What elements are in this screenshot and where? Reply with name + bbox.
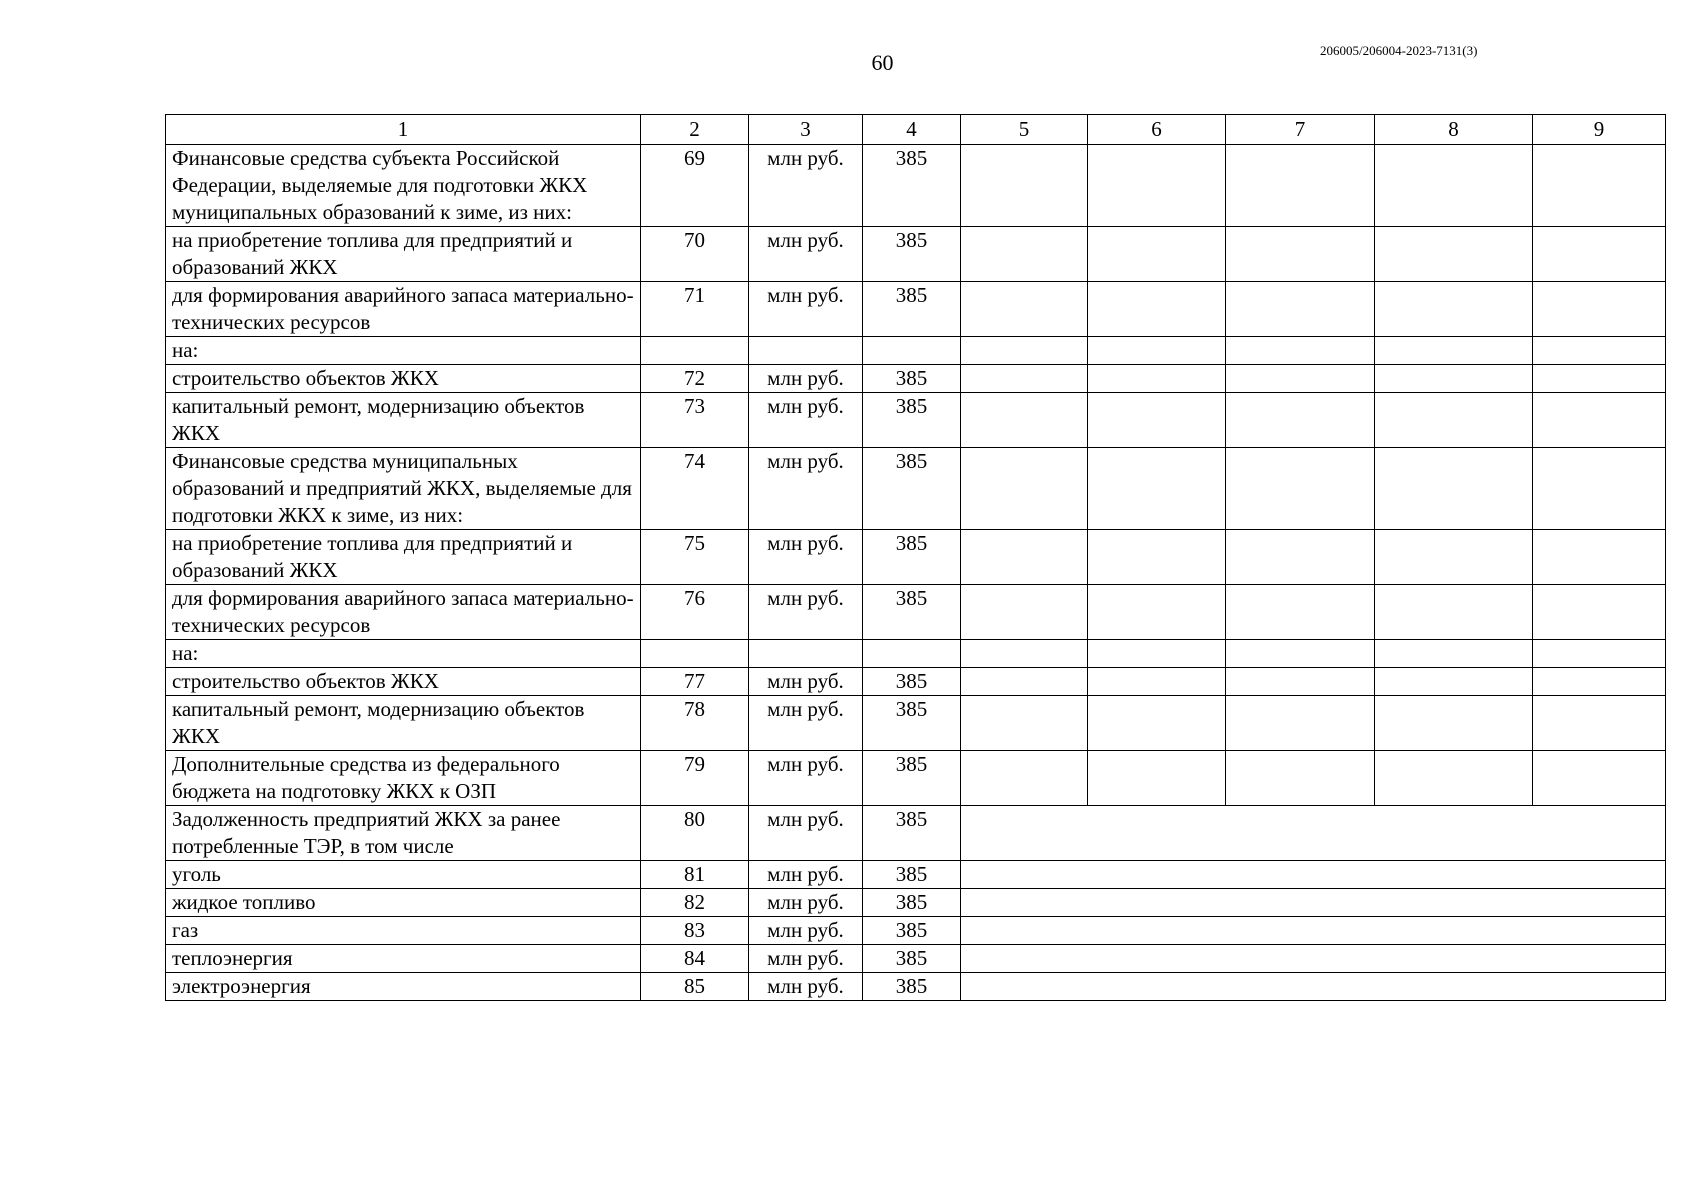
value-cell-col-6 (1088, 640, 1226, 668)
row-code-cell: 79 (641, 751, 749, 806)
value-cell-col-6 (1088, 751, 1226, 806)
row-code-cell: 81 (641, 861, 749, 889)
row-unit-cell: млн руб. (749, 889, 863, 917)
table-row (166, 973, 1666, 1001)
row-okei-cell: 385 (863, 806, 961, 861)
column-header: 7 (1226, 115, 1375, 145)
row-code-cell: 69 (641, 145, 749, 227)
value-cell-col-7 (1226, 640, 1375, 668)
value-cell-col-7 (1226, 530, 1375, 585)
row-unit-cell (749, 640, 863, 668)
value-cell-col-6 (1088, 337, 1226, 365)
table-row (166, 365, 1666, 393)
merged-value-cell (961, 861, 1666, 889)
value-cell-col-5 (961, 696, 1088, 751)
column-header: 3 (749, 115, 863, 145)
column-header: 1 (166, 115, 641, 145)
row-name-cell: Задолженность предприятий ЖКХ за ранее потребленные ТЭР, в том числе (166, 806, 641, 861)
row-name-cell: для формирования аварийного запаса материально-технических ресурсов (166, 282, 641, 337)
row-okei-cell: 385 (863, 282, 961, 337)
table-row (166, 337, 1666, 365)
row-okei-cell: 385 (863, 945, 961, 973)
value-cell-col-9 (1533, 365, 1666, 393)
value-cell-col-6 (1088, 145, 1226, 227)
row-name-cell: теплоэнергия (166, 945, 641, 973)
row-code-cell: 77 (641, 668, 749, 696)
value-cell-col-5 (961, 448, 1088, 530)
row-unit-cell: млн руб. (749, 917, 863, 945)
value-cell-col-5 (961, 145, 1088, 227)
row-unit-cell: млн руб. (749, 861, 863, 889)
row-okei-cell: 385 (863, 145, 961, 227)
table-row (166, 227, 1666, 282)
row-name-cell: уголь (166, 861, 641, 889)
value-cell-col-5 (961, 393, 1088, 448)
row-name-cell: строительство объектов ЖКХ (166, 668, 641, 696)
table-row (166, 751, 1666, 806)
row-name-cell: капитальный ремонт, модернизацию объектов ЖКХ (166, 393, 641, 448)
value-cell-col-7 (1226, 751, 1375, 806)
row-okei-cell: 385 (863, 448, 961, 530)
row-code-cell: 83 (641, 917, 749, 945)
row-code-cell: 70 (641, 227, 749, 282)
row-code-cell: 71 (641, 282, 749, 337)
table-row (166, 393, 1666, 448)
table-row (166, 806, 1666, 861)
table-row (166, 282, 1666, 337)
value-cell-col-7 (1226, 696, 1375, 751)
value-cell-col-8 (1375, 530, 1533, 585)
value-cell-col-5 (961, 668, 1088, 696)
row-unit-cell: млн руб. (749, 448, 863, 530)
table-row (166, 530, 1666, 585)
value-cell-col-6 (1088, 585, 1226, 640)
row-code-cell: 85 (641, 973, 749, 1001)
row-name-cell: газ (166, 917, 641, 945)
value-cell-col-6 (1088, 668, 1226, 696)
value-cell-col-8 (1375, 365, 1533, 393)
value-cell-col-9 (1533, 640, 1666, 668)
row-unit-cell: млн руб. (749, 282, 863, 337)
row-code-cell: 84 (641, 945, 749, 973)
value-cell-col-9 (1533, 668, 1666, 696)
row-code-cell: 72 (641, 365, 749, 393)
table-body (166, 115, 1666, 1001)
row-unit-cell: млн руб. (749, 751, 863, 806)
value-cell-col-5 (961, 530, 1088, 585)
table-row (166, 145, 1666, 227)
value-cell-col-5 (961, 365, 1088, 393)
row-name-cell: строительство объектов ЖКХ (166, 365, 641, 393)
row-name-cell: жидкое топливо (166, 889, 641, 917)
merged-value-cell (961, 945, 1666, 973)
column-header: 8 (1375, 115, 1533, 145)
table-row (166, 861, 1666, 889)
table-row (166, 640, 1666, 668)
table-row (166, 696, 1666, 751)
row-name-cell: на: (166, 640, 641, 668)
row-okei-cell: 385 (863, 973, 961, 1001)
value-cell-col-6 (1088, 365, 1226, 393)
value-cell-col-9 (1533, 696, 1666, 751)
row-code-cell: 76 (641, 585, 749, 640)
row-name-cell: капитальный ремонт, модернизацию объектов ЖКХ (166, 696, 641, 751)
table-row (166, 917, 1666, 945)
table-header-row (166, 115, 1666, 145)
value-cell-col-8 (1375, 585, 1533, 640)
row-okei-cell: 385 (863, 751, 961, 806)
value-cell-col-7 (1226, 227, 1375, 282)
row-code-cell: 82 (641, 889, 749, 917)
row-name-cell: на приобретение топлива для предприятий и образований ЖКХ (166, 530, 641, 585)
table-row (166, 668, 1666, 696)
row-name-cell: на: (166, 337, 641, 365)
value-cell-col-9 (1533, 751, 1666, 806)
value-cell-col-9 (1533, 448, 1666, 530)
row-okei-cell (863, 337, 961, 365)
column-header: 5 (961, 115, 1088, 145)
row-okei-cell: 385 (863, 530, 961, 585)
row-unit-cell: млн руб. (749, 945, 863, 973)
value-cell-col-8 (1375, 640, 1533, 668)
value-cell-col-6 (1088, 393, 1226, 448)
value-cell-col-9 (1533, 530, 1666, 585)
value-cell-col-7 (1226, 365, 1375, 393)
value-cell-col-9 (1533, 227, 1666, 282)
value-cell-col-8 (1375, 696, 1533, 751)
value-cell-col-7 (1226, 585, 1375, 640)
page-number: 60 (871, 50, 894, 75)
table-row (166, 889, 1666, 917)
row-unit-cell: млн руб. (749, 365, 863, 393)
row-name-cell: Дополнительные средства из федерального бюджета на подготовку ЖКХ к ОЗП (166, 751, 641, 806)
value-cell-col-6 (1088, 227, 1226, 282)
row-unit-cell: млн руб. (749, 530, 863, 585)
value-cell-col-9 (1533, 393, 1666, 448)
value-cell-col-5 (961, 751, 1088, 806)
table-row (166, 448, 1666, 530)
value-cell-col-7 (1226, 337, 1375, 365)
row-okei-cell: 385 (863, 917, 961, 945)
value-cell-col-7 (1226, 448, 1375, 530)
row-unit-cell (749, 337, 863, 365)
value-cell-col-9 (1533, 282, 1666, 337)
merged-value-cell (961, 806, 1666, 861)
value-cell-col-6 (1088, 696, 1226, 751)
row-unit-cell: млн руб. (749, 227, 863, 282)
row-name-cell: для формирования аварийного запаса материально-технических ресурсов (166, 585, 641, 640)
row-okei-cell: 385 (863, 227, 961, 282)
row-unit-cell: млн руб. (749, 973, 863, 1001)
value-cell-col-6 (1088, 530, 1226, 585)
row-unit-cell: млн руб. (749, 393, 863, 448)
merged-value-cell (961, 917, 1666, 945)
value-cell-col-5 (961, 227, 1088, 282)
row-code-cell (641, 337, 749, 365)
value-cell-col-8 (1375, 448, 1533, 530)
column-header: 2 (641, 115, 749, 145)
row-unit-cell: млн руб. (749, 696, 863, 751)
report-table (165, 114, 1666, 1001)
row-name-cell: электроэнергия (166, 973, 641, 1001)
value-cell-col-9 (1533, 145, 1666, 227)
row-code-cell (641, 640, 749, 668)
value-cell-col-6 (1088, 448, 1226, 530)
value-cell-col-7 (1226, 393, 1375, 448)
row-code-cell: 80 (641, 806, 749, 861)
table-row (166, 585, 1666, 640)
value-cell-col-7 (1226, 282, 1375, 337)
column-header: 6 (1088, 115, 1226, 145)
value-cell-col-8 (1375, 282, 1533, 337)
value-cell-col-8 (1375, 337, 1533, 365)
row-okei-cell: 385 (863, 393, 961, 448)
value-cell-col-5 (961, 585, 1088, 640)
value-cell-col-8 (1375, 393, 1533, 448)
row-name-cell: Финансовые средства муниципальных образований и предприятий ЖКХ, выделяемые для подготовки ЖКХ к зиме, из них: (166, 448, 641, 530)
row-code-cell: 75 (641, 530, 749, 585)
merged-value-cell (961, 889, 1666, 917)
row-okei-cell: 385 (863, 861, 961, 889)
column-header: 4 (863, 115, 961, 145)
row-okei-cell: 385 (863, 889, 961, 917)
value-cell-col-7 (1226, 668, 1375, 696)
value-cell-col-6 (1088, 282, 1226, 337)
row-okei-cell (863, 640, 961, 668)
document-code: 206005/206004-2023-7131(3) (1320, 43, 1478, 58)
value-cell-col-5 (961, 640, 1088, 668)
row-name-cell: на приобретение топлива для предприятий и образований ЖКХ (166, 227, 641, 282)
value-cell-col-8 (1375, 668, 1533, 696)
table-row (166, 945, 1666, 973)
row-unit-cell: млн руб. (749, 806, 863, 861)
value-cell-col-8 (1375, 145, 1533, 227)
row-okei-cell: 385 (863, 696, 961, 751)
column-header: 9 (1533, 115, 1666, 145)
value-cell-col-9 (1533, 585, 1666, 640)
value-cell-col-7 (1226, 145, 1375, 227)
row-unit-cell: млн руб. (749, 145, 863, 227)
merged-value-cell (961, 973, 1666, 1001)
row-okei-cell: 385 (863, 668, 961, 696)
value-cell-col-9 (1533, 337, 1666, 365)
row-code-cell: 74 (641, 448, 749, 530)
row-code-cell: 73 (641, 393, 749, 448)
row-okei-cell: 385 (863, 585, 961, 640)
row-name-cell: Финансовые средства субъекта Российской Федерации, выделяемые для подготовки ЖКХ муниципальных образований к зиме, из них: (166, 145, 641, 227)
value-cell-col-8 (1375, 751, 1533, 806)
row-okei-cell: 385 (863, 365, 961, 393)
row-code-cell: 78 (641, 696, 749, 751)
value-cell-col-5 (961, 337, 1088, 365)
row-unit-cell: млн руб. (749, 668, 863, 696)
value-cell-col-5 (961, 282, 1088, 337)
value-cell-col-8 (1375, 227, 1533, 282)
row-unit-cell: млн руб. (749, 585, 863, 640)
